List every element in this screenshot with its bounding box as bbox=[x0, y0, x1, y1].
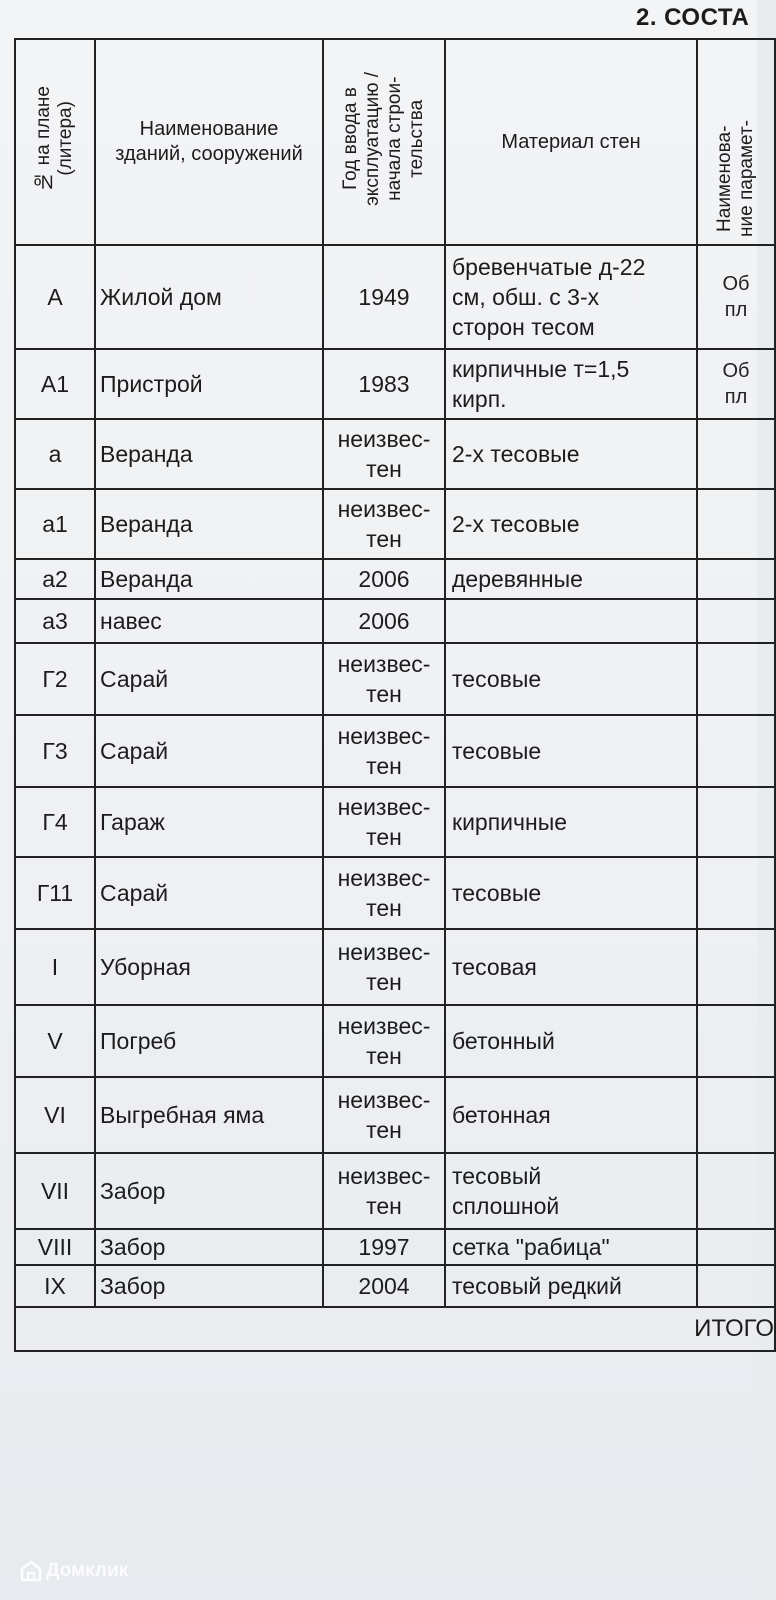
header-year: Год ввода в эксплуатацию / начала строи- тельства bbox=[323, 39, 445, 245]
num-cell: V bbox=[15, 1005, 95, 1077]
table-row bbox=[15, 1265, 775, 1307]
num-cell: IX bbox=[15, 1265, 95, 1307]
param-cell: Об пл bbox=[697, 349, 775, 419]
material-cell: деревянные bbox=[445, 559, 697, 599]
year-cell: неизвес- тен bbox=[323, 787, 445, 857]
material-cell: тесовые bbox=[445, 643, 697, 715]
table-row bbox=[15, 643, 775, 715]
material-cell: тесовые bbox=[445, 715, 697, 787]
param-cell bbox=[697, 929, 775, 1005]
param-cell bbox=[697, 419, 775, 489]
watermark-text: Домклик bbox=[46, 1560, 129, 1581]
param-cell bbox=[697, 1229, 775, 1265]
material-cell: сетка "рабица" bbox=[445, 1229, 697, 1265]
table-row bbox=[15, 245, 775, 349]
table-row bbox=[15, 559, 775, 599]
year-cell: неизвес- тен bbox=[323, 419, 445, 489]
num-cell: Г3 bbox=[15, 715, 95, 787]
table-row bbox=[15, 1153, 775, 1229]
year-cell: неизвес- тен bbox=[323, 715, 445, 787]
table-row bbox=[15, 599, 775, 643]
name-cell: Веранда bbox=[95, 419, 323, 489]
total-row bbox=[15, 1307, 775, 1351]
header-num: № на плане (литера) bbox=[15, 39, 95, 245]
num-cell: VII bbox=[15, 1153, 95, 1229]
material-cell: тесовый редкий bbox=[445, 1265, 697, 1307]
num-cell: А bbox=[15, 245, 95, 349]
num-cell: VIII bbox=[15, 1229, 95, 1265]
year-cell: неизвес- тен bbox=[323, 643, 445, 715]
material-cell: тесовая bbox=[445, 929, 697, 1005]
material-cell: бетонный bbox=[445, 1005, 697, 1077]
table-row bbox=[15, 787, 775, 857]
name-cell: Погреб bbox=[95, 1005, 323, 1077]
name-cell: Гараж bbox=[95, 787, 323, 857]
param-cell bbox=[697, 715, 775, 787]
section-title: 2. СОСТА bbox=[636, 4, 750, 31]
year-cell: неизвес- тен bbox=[323, 489, 445, 559]
param-cell bbox=[697, 559, 775, 599]
year-cell: 1949 bbox=[323, 245, 445, 349]
name-cell: Пристрой bbox=[95, 349, 323, 419]
year-cell: неизвес- тен bbox=[323, 929, 445, 1005]
name-cell: Забор bbox=[95, 1153, 323, 1229]
name-cell: Веранда bbox=[95, 489, 323, 559]
num-cell: а2 bbox=[15, 559, 95, 599]
material-cell: кирпичные bbox=[445, 787, 697, 857]
year-cell: неизвес- тен bbox=[323, 857, 445, 929]
name-cell: Выгребная яма bbox=[95, 1077, 323, 1153]
num-cell: I bbox=[15, 929, 95, 1005]
material-cell: бревенчатые д-22 см, обш. с 3-х сторон тесом bbox=[445, 245, 697, 349]
param-cell bbox=[697, 489, 775, 559]
num-cell: Г4 bbox=[15, 787, 95, 857]
name-cell: Уборная bbox=[95, 929, 323, 1005]
param-cell bbox=[697, 857, 775, 929]
num-cell: а1 bbox=[15, 489, 95, 559]
house-logo-icon bbox=[20, 1560, 42, 1582]
watermark bbox=[20, 1560, 128, 1582]
num-cell: Г11 bbox=[15, 857, 95, 929]
table-row bbox=[15, 349, 775, 419]
param-cell bbox=[697, 643, 775, 715]
name-cell: навес bbox=[95, 599, 323, 643]
param-cell bbox=[697, 1005, 775, 1077]
table-row bbox=[15, 929, 775, 1005]
header-material: Материал стен bbox=[445, 39, 697, 245]
param-cell bbox=[697, 1077, 775, 1153]
name-cell: Жилой дом bbox=[95, 245, 323, 349]
year-cell: неизвес- тен bbox=[323, 1153, 445, 1229]
material-cell: кирпичные т=1,5 кирп. bbox=[445, 349, 697, 419]
param-cell bbox=[697, 787, 775, 857]
header-param: Наименова- ние парамет- bbox=[697, 39, 775, 245]
name-cell: Веранда bbox=[95, 559, 323, 599]
year-cell: 2004 bbox=[323, 1265, 445, 1307]
name-cell: Забор bbox=[95, 1265, 323, 1307]
table-row bbox=[15, 857, 775, 929]
year-cell: 1997 bbox=[323, 1229, 445, 1265]
table-row bbox=[15, 489, 775, 559]
year-cell: неизвес- тен bbox=[323, 1005, 445, 1077]
material-cell: тесовые bbox=[445, 857, 697, 929]
header-name: Наименование зданий, сооружений bbox=[95, 39, 323, 245]
table-row bbox=[15, 1077, 775, 1153]
name-cell: Забор bbox=[95, 1229, 323, 1265]
year-cell: 2006 bbox=[323, 599, 445, 643]
material-cell: 2-х тесовые bbox=[445, 489, 697, 559]
name-cell: Сарай bbox=[95, 857, 323, 929]
header-row bbox=[15, 39, 775, 245]
name-cell: Сарай bbox=[95, 643, 323, 715]
year-cell: 2006 bbox=[323, 559, 445, 599]
table-row bbox=[15, 1229, 775, 1265]
year-cell: 1983 bbox=[323, 349, 445, 419]
param-cell bbox=[697, 599, 775, 643]
table-row bbox=[15, 1005, 775, 1077]
material-cell: 2-х тесовые bbox=[445, 419, 697, 489]
material-cell: тесовый сплошной bbox=[445, 1153, 697, 1229]
name-cell: Сарай bbox=[95, 715, 323, 787]
table-row bbox=[15, 715, 775, 787]
material-cell: бетонная bbox=[445, 1077, 697, 1153]
num-cell: VI bbox=[15, 1077, 95, 1153]
param-cell: Об пл bbox=[697, 245, 775, 349]
num-cell: а3 bbox=[15, 599, 95, 643]
buildings-table bbox=[14, 38, 776, 1352]
year-cell: неизвес- тен bbox=[323, 1077, 445, 1153]
table-row bbox=[15, 419, 775, 489]
param-cell bbox=[697, 1153, 775, 1229]
total-label: ИТОГО bbox=[15, 1307, 775, 1351]
material-cell bbox=[445, 599, 697, 643]
param-cell bbox=[697, 1265, 775, 1307]
num-cell: А1 bbox=[15, 349, 95, 419]
num-cell: а bbox=[15, 419, 95, 489]
num-cell: Г2 bbox=[15, 643, 95, 715]
